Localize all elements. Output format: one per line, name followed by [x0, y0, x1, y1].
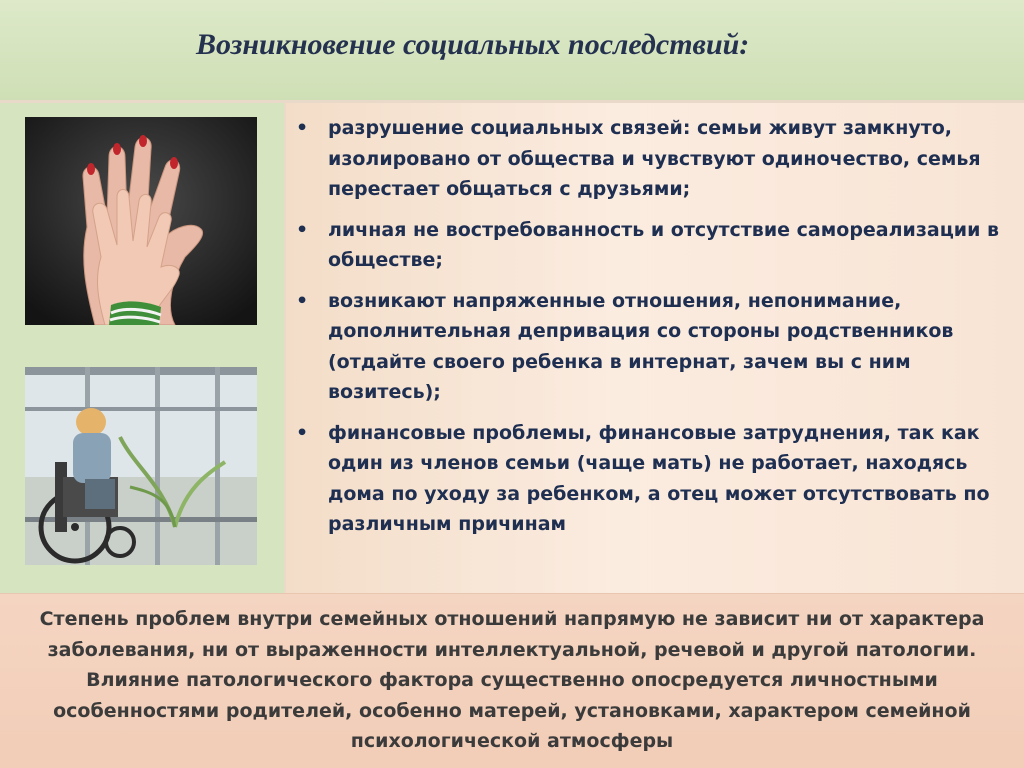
list-item-text: разрушение социальных связей: семьи живут замкнуто, изолировано от общества и чувствуют одиночество, семья перестает общаться с друзьями;: [328, 117, 981, 200]
wheelchair-child-photo: [25, 367, 257, 565]
bullet-icon: •: [296, 218, 309, 241]
list-item: [296, 418, 1014, 540]
list-item: [296, 215, 1014, 276]
conclusion-line: особенностями родителей, особенно матерей, установками, характером семейной: [53, 699, 971, 722]
wheelchair-illustration: [25, 367, 257, 565]
bullet-icon: •: [296, 421, 309, 444]
consequences-list: [296, 113, 1014, 550]
conclusion-box: [0, 593, 1024, 768]
slide-header: [0, 0, 1024, 103]
conclusion-line: Степень проблем внутри семейных отношений напрямую не зависит ни от характера: [39, 608, 985, 630]
slide-title: Возникновение социальных последствий:: [196, 28, 750, 61]
list-item: [296, 286, 1014, 408]
conclusion-line: психологической атмосферы: [350, 730, 674, 752]
conclusion-line: Влияние патологического фактора существенно опосредуется личностными: [86, 669, 938, 691]
bullet-icon: •: [296, 117, 309, 139]
list-item-text: личная не востребованность и отсутствие самореализации в обществе;: [328, 218, 1000, 271]
list-item: [296, 113, 1014, 205]
bullet-icon: •: [296, 289, 309, 312]
hands-photo: [25, 117, 257, 325]
conclusion-line: заболевания, ни от выраженности интеллектуальной, речевой и другой патологии.: [47, 638, 977, 661]
conclusion-text: [8, 604, 1016, 757]
list-item-text: финансовые проблемы, финансовые затруднения, так как один из членов семьи (чаще мать) не работает, находясь дома по уходу за ребенком, а отец может отсутствовать по различным причинам: [328, 421, 990, 535]
hands-illustration: [25, 117, 257, 325]
list-item-text: возникают напряженные отношения, непонимание, дополнительная депривация со стороны родственников (отдайте своего ребенка в интернат, зачем вы с ним возитесь);: [328, 289, 954, 403]
